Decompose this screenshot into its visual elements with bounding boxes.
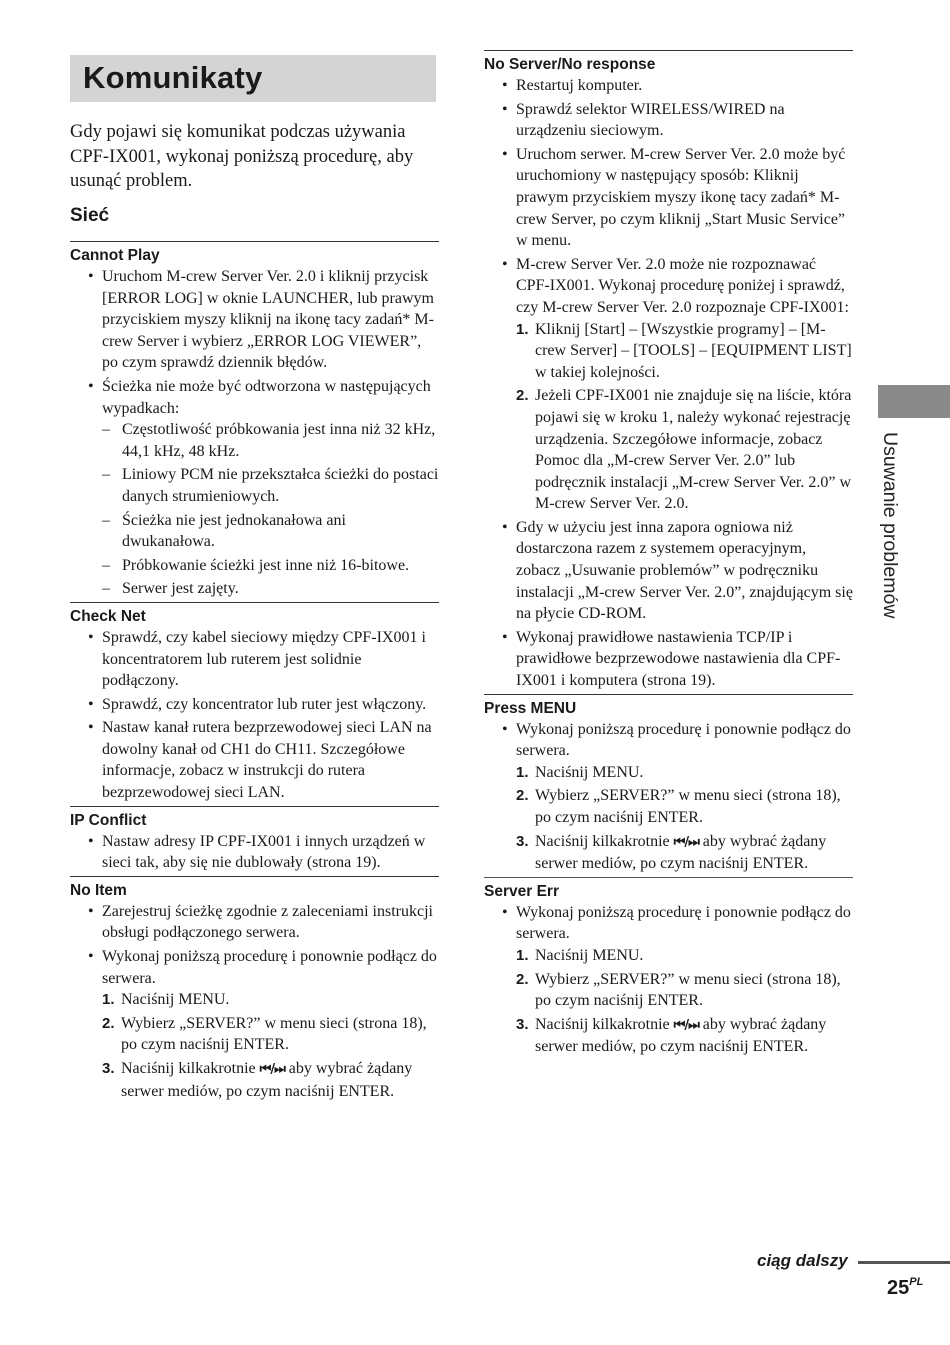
step-text: Naciśnij MENU. (535, 763, 644, 781)
section-press-menu (484, 694, 853, 875)
step-item: 2. Wybierz „SERVER?” w menu sieci (strona 18), po czym naciśnij ENTER. (102, 1014, 427, 1054)
step-text: Wybierz „SERVER?” w menu sieci (strona 18), po czym naciśnij ENTER. (535, 787, 841, 826)
section-title-no-server: No Server/No response (484, 56, 656, 73)
intro-text: Gdy pojawi się komunikat podczas używania CPF-IX001, wykonaj poniższą procedurę, aby usunąć problem. (70, 122, 414, 191)
step-item: 1. Naciśnij MENU. (102, 991, 230, 1009)
section-title-no-item: No Item (70, 881, 127, 899)
step-item: 2. Wybierz „SERVER?” w menu sieci (strona 18), po czym naciśnij ENTER. (516, 970, 841, 1010)
bullet-list (70, 901, 439, 1102)
dash-item-text: Serwer jest zajęty. (122, 580, 239, 598)
page-title: Komunikaty (83, 60, 263, 95)
step-item: 3. Naciśnij kilkakrotnie ⏮/⏭ aby wybrać żądany serwer mediów, po czym naciśnij ENTER. (516, 832, 827, 873)
section-title-cannot-play: Cannot Play (70, 247, 160, 264)
continued-label: ciąg dalszy (757, 1251, 848, 1270)
list-item: • Nastaw adresy IP CPF-IX001 i innych urządzeń w sieci tak, aby się nie dublowały (strona 19). (88, 832, 426, 872)
step-item: 1. Naciśnij MENU. (516, 946, 644, 964)
bullet-list (70, 831, 439, 874)
side-tab-label-box (878, 432, 918, 642)
section-check-net (70, 602, 439, 804)
bullet-list (484, 75, 853, 692)
step-text: aby wybrać żądany serwer mediów, po czym naciśnij ENTER. (535, 832, 827, 873)
list-item: • Nastaw kanał rutera bezprzewodowej sieci LAN na dowolny kanał od CH1 do CH11. Szczegółowe informacje, zobacz w instrukcji do rutera bezprzewodowej sieci LAN. (88, 719, 432, 802)
bullet-list (484, 902, 853, 1058)
dash-item: – Liniowy PCM nie przekształca ścieżki do postaci danych strumieniowych. (102, 466, 439, 505)
list-item-text: Sprawdź, czy kabel sieciowy między CPF-IX001 i koncentratorem lub ruterem jest solidnie podłączony. (102, 628, 426, 690)
list-item-text: Uruchom M-crew Server Ver. 2.0 i kliknij przycisk [ERROR LOG] w oknie LAUNCHER, lub prawym przyciskiem myszy kliknij na ikonę tacy zadań* M-crew Server i wybierz „ERROR LOG VIEWER”, po czym sprawdź dziennik błędów. (102, 268, 434, 372)
list-item-text: M-crew Server Ver. 2.0 może nie rozpoznawać CPF-IX001. Wykonaj procedurę poniżej i sprawdź, czy M-crew Server Ver. 2.0 rozpoznaje CPF-IX001: (516, 255, 849, 316)
step-text: aby wybrać żądany serwer mediów, po czym naciśnij ENTER. (535, 1015, 827, 1056)
step-item: 1. Kliknij [Start] – [Wszystkie programy] – [M-crew Server] – [TOOLS] – [EQUIPMENT LIST] w takiej kolejności. (516, 320, 852, 381)
step-item: 2. Wybierz „SERVER?” w menu sieci (strona 18), po czym naciśnij ENTER. (516, 787, 841, 826)
list-item: • Wykonaj poniższą procedurę i ponownie podłącz do serwera. 1. Naciśnij MENU. 2. Wybierz „SERVER?” w menu sieci (strona 18), po czym naciśnij ENTER. 3. Naciśnij kilkakrotnie ⏮/⏭ aby wybrać żądany serwer mediów, po czym naciśnij ENTER. (70, 946, 439, 1102)
list-item: • Uruchom M-crew Server Ver. 2.0 i kliknij przycisk [ERROR LOG] w oknie LAUNCHER, lub prawym przyciskiem myszy kliknij na ikonę tacy zadań* M-crew Server i wybierz „ERROR LOG VIEWER”, po czym sprawdź dziennik błędów. (88, 268, 434, 372)
list-item-text: Ścieżka nie może być odtworzona w następujących wypadkach: (102, 377, 431, 417)
page-number-value: 25 (887, 1277, 910, 1299)
dash-item: – Częstotliwość próbkowania jest inna niż 32 kHz, 44,1 kHz, 48 kHz. (102, 421, 436, 460)
list-item: • Wykonaj poniższą procedurę i ponownie podłącz do serwera. 1. Naciśnij MENU. 2. Wybierz „SERVER?” w menu sieci (strona 18), po czym naciśnij ENTER. 3. Naciśnij kilkakrotnie ⏮/⏭ aby wybrać żądany serwer mediów, po czym naciśnij ENTER. (484, 902, 853, 1058)
step-text: Kliknij [Start] – [Wszystkie programy] – [M-crew Server] – [TOOLS] – [EQUIPMENT LIST] w takiej kolejności. (535, 320, 852, 381)
step-text: Naciśnij MENU. (535, 946, 644, 964)
list-item: • M-crew Server Ver. 2.0 może nie rozpoznawać CPF-IX001. Wykonaj procedurę poniżej i sprawdź, czy M-crew Server Ver. 2.0 rozpoznaje CPF-IX001: 1. Kliknij [Start] – [Wszystkie programy] – [M-crew Server] – [TOOLS] – [EQUIPMENT LIST] w takiej kolejności. 2. Jeżeli CPF-IX001 nie znajduje się na liście, która pojawi się w kroku 1, należy wykonać rejestrację urządzenia. Szczegółowe informacje, zobacz Pomoc dla „M-crew Server Ver. 2.0” lub podręcznik instalacji „M-crew Server Ver. 2.0” w M-crew Server Ver. 2.0. (484, 254, 853, 515)
page-number-suffix: PL (909, 1276, 924, 1288)
step-text: Wybierz „SERVER?” w menu sieci (strona 18), po czym naciśnij ENTER. (121, 1014, 427, 1054)
list-item: • Sprawdź, czy koncentrator lub ruter jest włączony. (88, 695, 427, 713)
list-item: • Uruchom serwer. M-crew Server Ver. 2.0 może być uruchomiony w następujący sposób: Kliknij prawym przyciskiem myszy ikonę tacy zadań* M-crew Server, po czym kliknij „Start Music Service” w menu. (502, 145, 846, 250)
step-list (516, 945, 853, 1058)
section-title-ip-conflict: IP Conflict (70, 811, 147, 829)
list-item: • Sprawdź selektor WIRELESS/WIRED na urządzeniu sieciowym. (502, 100, 785, 140)
dash-item-text: Ścieżka nie jest jednokanałowa ani dwukanałowa. (122, 511, 346, 551)
step-item: 2. Jeżeli CPF-IX001 nie znajduje się na liście, która pojawi się w kroku 1, należy wykonać rejestrację urządzenia. Szczegółowe informacje, zobacz Pomoc dla „M-crew Server Ver. 2.0” lub podręcznik instalacji „M-crew Server Ver. 2.0” w M-crew Server Ver. 2.0. (516, 387, 852, 513)
list-item-text: Wykonaj prawidłowe nastawienia TCP/IP i prawidłowe bezprzewodowe nastawienia dla CPF-IX001 i komputera (strona 19). (516, 628, 841, 690)
list-item-text: Zarejestruj ścieżkę zgodnie z zaleceniami instrukcji obsługi podłączonego serwera. (102, 902, 433, 942)
side-tab-marker (878, 385, 950, 418)
step-item: 3. Naciśnij kilkakrotnie ⏮/⏭ aby wybrać żądany serwer mediów, po czym naciśnij ENTER. (516, 1015, 827, 1056)
dash-list (102, 419, 439, 600)
dash-item: – Serwer jest zajęty. (102, 580, 239, 598)
step-text: Wybierz „SERVER?” w menu sieci (strona 18), po czym naciśnij ENTER. (535, 970, 841, 1010)
dash-item-text: Próbkowanie ścieżki jest inne niż 16-bitowe. (122, 556, 410, 574)
step-list (102, 989, 439, 1102)
list-item: • Gdy w użyciu jest inna zapora ogniowa niż dostarczona razem z systemem operacyjnym, zobacz „Usuwanie problemów” w podręczniku instalacji „M-crew Server Ver. 2.0”, znajdującym się na płycie CD-ROM. (502, 518, 853, 623)
step-text: Naciśnij kilkakrotnie (535, 832, 670, 850)
list-item: • Restartuj komputer. (502, 77, 643, 94)
section-heading: Sieć (70, 205, 110, 226)
list-item-text: Sprawdź, czy koncentrator lub ruter jest włączony. (102, 695, 427, 713)
list-item-text: Gdy w użyciu jest inna zapora ogniowa niż dostarczona razem z systemem operacyjnym, zobacz „Usuwanie problemów” w podręczniku instalacji „M-crew Server Ver. 2.0”, znajdującym się na płycie CD-ROM. (516, 518, 853, 623)
step-text: Naciśnij kilkakrotnie (535, 1015, 670, 1033)
list-item: • Sprawdź, czy kabel sieciowy między CPF-IX001 i koncentratorem lub ruterem jest solidnie podłączony. (88, 628, 426, 690)
bullet-list (70, 266, 439, 600)
title-box (70, 55, 436, 102)
section-no-server (484, 50, 853, 692)
skip-prev-next-icon: ⏮/⏭ (673, 1017, 699, 1033)
list-item-text: Restartuj komputer. (516, 77, 643, 94)
list-item: • Wykonaj poniższą procedurę i ponownie podłącz do serwera. 1. Naciśnij MENU. 2. Wybierz „SERVER?” w menu sieci (strona 18), po czym naciśnij ENTER. 3. Naciśnij kilkakrotnie ⏮/⏭ aby wybrać żądany serwer mediów, po czym naciśnij ENTER. (484, 719, 853, 875)
skip-prev-next-icon: ⏮/⏭ (259, 1062, 285, 1077)
bullet-list (484, 719, 853, 875)
bullet-list (70, 627, 439, 804)
dash-item-text: Częstotliwość próbkowania jest inna niż 32 kHz, 44,1 kHz, 48 kHz. (122, 421, 436, 460)
step-text: Naciśnij MENU. (121, 991, 230, 1009)
dash-item: – Ścieżka nie jest jednokanałowa ani dwukanałowa. (102, 511, 346, 551)
continued-rule (858, 1261, 950, 1264)
section-no-item (70, 876, 439, 1102)
section-cannot-play (70, 241, 439, 600)
list-item-text: Uruchom serwer. M-crew Server Ver. 2.0 może być uruchomiony w następujący sposób: Kliknij prawym przyciskiem myszy ikonę tacy zadań* M-crew Server, po czym kliknij „Start Music Service” w menu. (516, 145, 846, 250)
section-title-press-menu: Press MENU (484, 699, 577, 717)
right-column (484, 50, 853, 1060)
list-item-text: Sprawdź selektor WIRELESS/WIRED na urządzeniu sieciowym. (516, 100, 785, 140)
list-item-text: Nastaw kanał rutera bezprzewodowej sieci LAN na dowolny kanał od CH1 do CH11. Szczegółowe informacje, zobacz w instrukcji do rutera bezprzewodowej sieci LAN. (102, 719, 432, 802)
section-title-server-err: Server Err (484, 882, 559, 900)
left-column (70, 241, 439, 1104)
step-list (516, 319, 853, 515)
list-item-text: Nastaw adresy IP CPF-IX001 i innych urządzeń w sieci tak, aby się nie dublowały (strona 19). (102, 832, 426, 872)
list-item-text: Wykonaj poniższą procedurę i ponownie podłącz do serwera. (516, 720, 851, 760)
list-item-text: Wykonaj poniższą procedurę i ponownie podłącz do serwera. (516, 903, 851, 943)
dash-item: – Próbkowanie ścieżki jest inne niż 16-bitowe. (102, 556, 410, 574)
section-title-check-net: Check Net (70, 607, 146, 625)
dash-item-text: Liniowy PCM nie przekształca ścieżki do postaci danych strumieniowych. (122, 466, 439, 505)
list-item-text: Wykonaj poniższą procedurę i ponownie podłącz do serwera. (102, 948, 437, 987)
list-item: • Ścieżka nie może być odtworzona w następujących wypadkach: – Częstotliwość próbkowania jest inna niż 32 kHz, 44,1 kHz, 48 kHz. – Liniowy PCM nie przekształca ścieżki do postaci danych strumieniowych. – Ścieżka nie jest jednokanałowa ani dwukanałowa. – Próbkowanie ścieżki jest inne niż 16-bitowe. – Serwer jest zajęty. (70, 376, 439, 600)
list-item: • Wykonaj prawidłowe nastawienia TCP/IP i prawidłowe bezprzewodowe nastawienia dla CPF-IX001 i komputera (strona 19). (502, 628, 841, 690)
step-item: 1. Naciśnij MENU. (516, 763, 644, 781)
step-text: Jeżeli CPF-IX001 nie znajduje się na liście, która pojawi się w kroku 1, należy wykonać rejestrację urządzenia. Szczegółowe informacje, zobacz Pomoc dla „M-crew Server Ver. 2.0” lub podręcznik instalacji „M-crew Server Ver. 2.0” w M-crew Server Ver. 2.0. (535, 387, 852, 513)
page-number (887, 1276, 923, 1300)
step-text: aby wybrać żądany serwer mediów, po czym naciśnij ENTER. (121, 1060, 413, 1100)
skip-prev-next-icon: ⏮/⏭ (673, 834, 699, 850)
step-item: 3. Naciśnij kilkakrotnie ⏮/⏭ aby wybrać żądany serwer mediów, po czym naciśnij ENTER. (102, 1060, 413, 1100)
section-ip-conflict (70, 806, 439, 874)
list-item: • Zarejestruj ścieżkę zgodnie z zaleceniami instrukcji obsługi podłączonego serwera. (88, 902, 433, 942)
side-tab-label: Usuwanie problemów (879, 432, 901, 619)
step-text: Naciśnij kilkakrotnie (121, 1060, 256, 1077)
step-list (516, 762, 853, 875)
section-server-err (484, 877, 853, 1058)
